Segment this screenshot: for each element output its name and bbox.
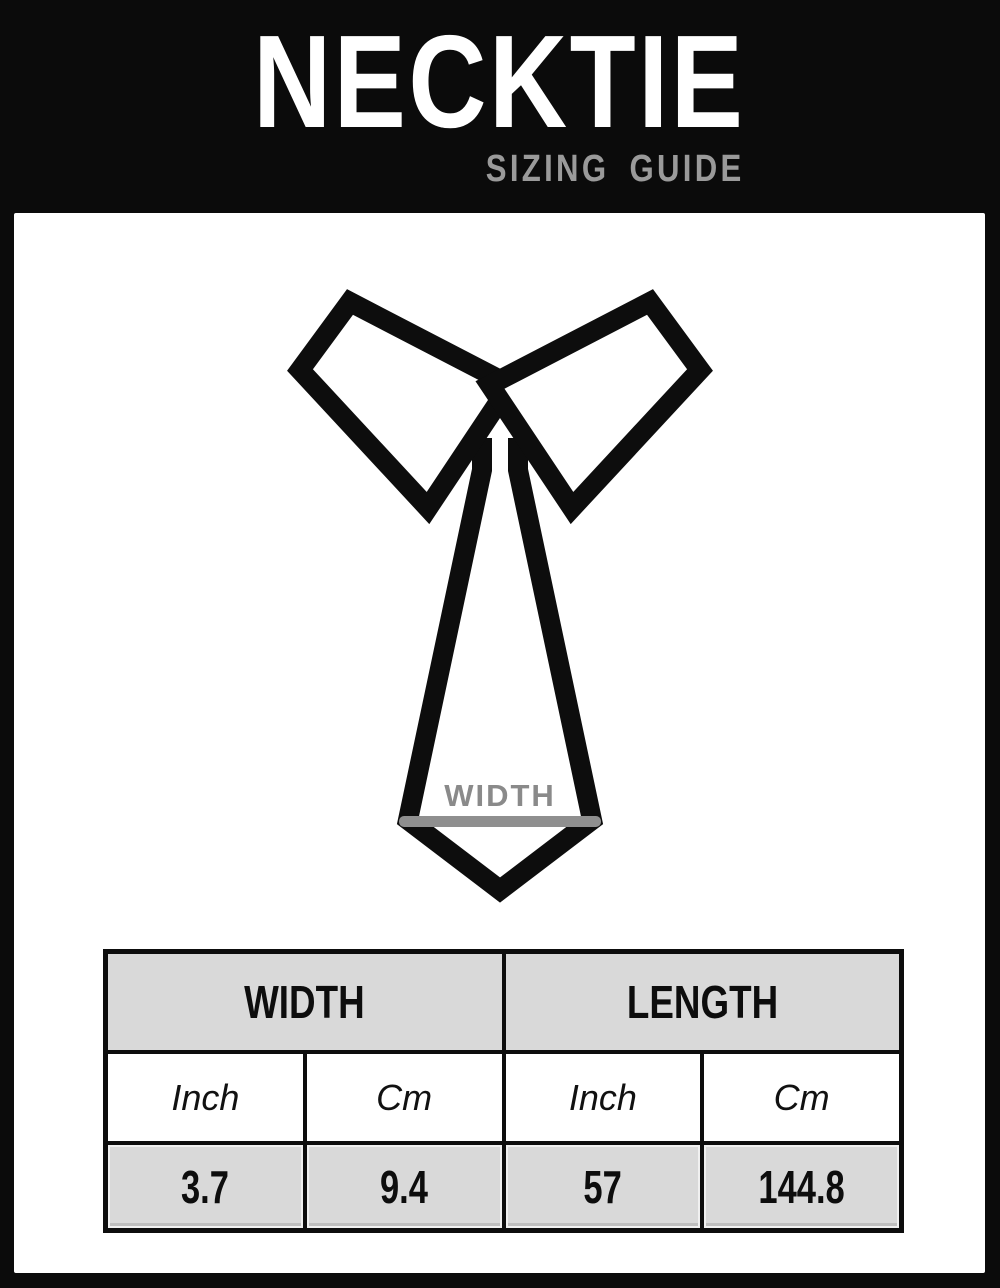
unit-label: Inch bbox=[568, 1076, 637, 1118]
value-cell-width-cm bbox=[307, 1145, 502, 1228]
value-label: 3.7 bbox=[181, 1160, 230, 1213]
unit-cell-width-cm bbox=[307, 1054, 502, 1141]
unit-cell-width-inch bbox=[108, 1054, 303, 1141]
page-subtitle: SIZING GUIDE bbox=[486, 148, 745, 190]
page-title: NECKTIE bbox=[252, 8, 745, 155]
unit-cell-length-cm bbox=[704, 1054, 899, 1141]
table-header-width bbox=[108, 954, 502, 1050]
necktie-icon bbox=[270, 270, 730, 920]
table-header-length bbox=[506, 954, 900, 1050]
value-label: 9.4 bbox=[380, 1160, 429, 1213]
value-label: 57 bbox=[583, 1160, 623, 1213]
width-label: WIDTH bbox=[444, 778, 556, 813]
value-cell-length-inch bbox=[506, 1145, 701, 1228]
value-cell-length-cm bbox=[704, 1145, 899, 1228]
value-cell-width-inch bbox=[108, 1145, 303, 1228]
table-header-width-label: WIDTH bbox=[244, 976, 366, 1028]
table-header-length-label: LENGTH bbox=[626, 976, 778, 1028]
header-text-block bbox=[145, 8, 745, 190]
header bbox=[0, 0, 1000, 213]
value-label: 144.8 bbox=[758, 1160, 845, 1213]
unit-label: Inch bbox=[171, 1076, 240, 1118]
unit-cell-length-inch bbox=[506, 1054, 701, 1141]
size-table bbox=[103, 949, 904, 1233]
unit-label: Cm bbox=[773, 1076, 830, 1118]
width-marker-bar bbox=[399, 816, 601, 827]
unit-label: Cm bbox=[376, 1076, 433, 1118]
